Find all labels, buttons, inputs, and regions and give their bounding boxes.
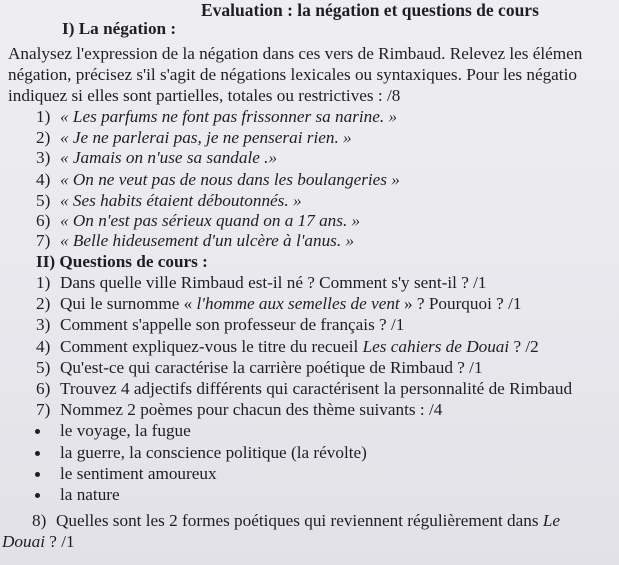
question-number: 5): [36, 358, 51, 377]
item-verse: « Belle hideusement d'un ulcère à l'anus. »: [60, 231, 355, 250]
question-number: 4): [36, 337, 51, 356]
question-number: 1): [36, 273, 51, 292]
question-8-continuation: [2, 532, 75, 552]
question-text-end: ? /2: [509, 337, 539, 356]
instructions-line-1: Analysez l'expression de la négation dans ces vers de Rimbaud. Relevez les élémen: [8, 44, 583, 63]
question-italic-continued: Le: [542, 511, 561, 530]
question-italic-title: Les cahiers de Douai: [362, 337, 510, 356]
item-number: 6): [36, 211, 51, 230]
question-number: 3): [36, 315, 51, 334]
question-number: 8): [32, 511, 47, 530]
bullet-icon: [35, 451, 40, 456]
bullet-icon: [35, 493, 40, 498]
item-verse: « On n'est pas sérieux quand on a 17 ans. »: [60, 211, 361, 230]
question-2: [36, 294, 521, 314]
negation-item-5: [36, 191, 302, 211]
question-text: Comment s'appelle son professeur de français ? /1: [60, 315, 405, 334]
question-text: Dans quelle ville Rimbaud est-il né ? Comment s'y sent-il ? /1: [60, 273, 487, 292]
question-text: Quelles sont les 2 formes poétiques qui reviennent régulièrement dans: [56, 511, 543, 530]
instructions-line-3: indiquez si elles sont partielles, totales ou restrictives : /8: [8, 86, 401, 105]
page-title: Evaluation : la négation et questions de cours: [201, 0, 539, 20]
item-number: 7): [36, 231, 51, 250]
question-7: [36, 400, 442, 420]
question-1: [36, 273, 487, 293]
item-number: 2): [36, 128, 51, 147]
bullet-icon: [35, 429, 40, 434]
negation-item-3: [36, 148, 277, 168]
question-italic-nickname: l'homme aux semelles de vent: [196, 294, 400, 313]
question-5: [36, 358, 483, 378]
item-verse: « On ne veut pas de nous dans les boulangeries »: [60, 170, 400, 189]
item-verse: « Je ne parlerai pas, je ne penserai rien. »: [60, 128, 352, 147]
question-text-end: » ? Pourquoi ? /1: [399, 294, 522, 313]
theme-bullet-1: le voyage, la fugue: [60, 421, 191, 440]
question-number: 6): [36, 379, 51, 398]
bullet-icon: [35, 472, 40, 477]
question-text: Qu'est-ce qui caractérise la carrière poétique de Rimbaud ? /1: [60, 358, 483, 377]
theme-bullet-3: le sentiment amoureux: [60, 464, 217, 483]
question-4: [36, 337, 539, 357]
item-verse: « Ses habits étaient déboutonnés. »: [60, 191, 302, 210]
item-number: 1): [36, 107, 51, 126]
question-text: Trouvez 4 adjectifs différents qui caractérisent la personnalité de Rimbaud: [60, 379, 573, 398]
theme-bullet-4: la nature: [60, 485, 120, 504]
theme-bullet-2: la guerre, la conscience politique (la révolte): [60, 443, 367, 462]
negation-item-2: [36, 128, 352, 148]
negation-item-6: [36, 211, 360, 231]
question-text: Nommez 2 poèmes pour chacun des thème suivants : /4: [60, 400, 443, 419]
negation-item-7: [36, 231, 354, 251]
question-6: [36, 379, 572, 399]
question-number: 7): [36, 400, 51, 419]
item-number: 4): [36, 170, 51, 189]
negation-item-1: [36, 107, 397, 127]
question-text-start: Comment expliquez-vous le titre du recueil: [60, 337, 363, 356]
negation-item-4: [36, 170, 400, 190]
item-number: 3): [36, 148, 51, 167]
item-verse: « Jamais on n'use sa sandale .»: [60, 148, 278, 167]
question-number: 2): [36, 294, 51, 313]
question-italic-title-end: Douai: [2, 532, 45, 551]
question-3: [36, 315, 404, 335]
question-text-start: Qui le surnomme «: [60, 294, 197, 313]
question-score: ? /1: [44, 532, 75, 551]
instructions-line-2: négation, précisez s'il s'agit de négations lexicales ou syntaxiques. Pour les négatio: [8, 65, 577, 84]
section-2-heading: II) Questions de cours :: [36, 252, 208, 271]
item-number: 5): [36, 191, 51, 210]
section-1-heading: I) La négation :: [62, 19, 177, 38]
question-8: [32, 511, 560, 531]
item-verse: « Les parfums ne font pas frissonner sa narine. »: [60, 107, 398, 126]
